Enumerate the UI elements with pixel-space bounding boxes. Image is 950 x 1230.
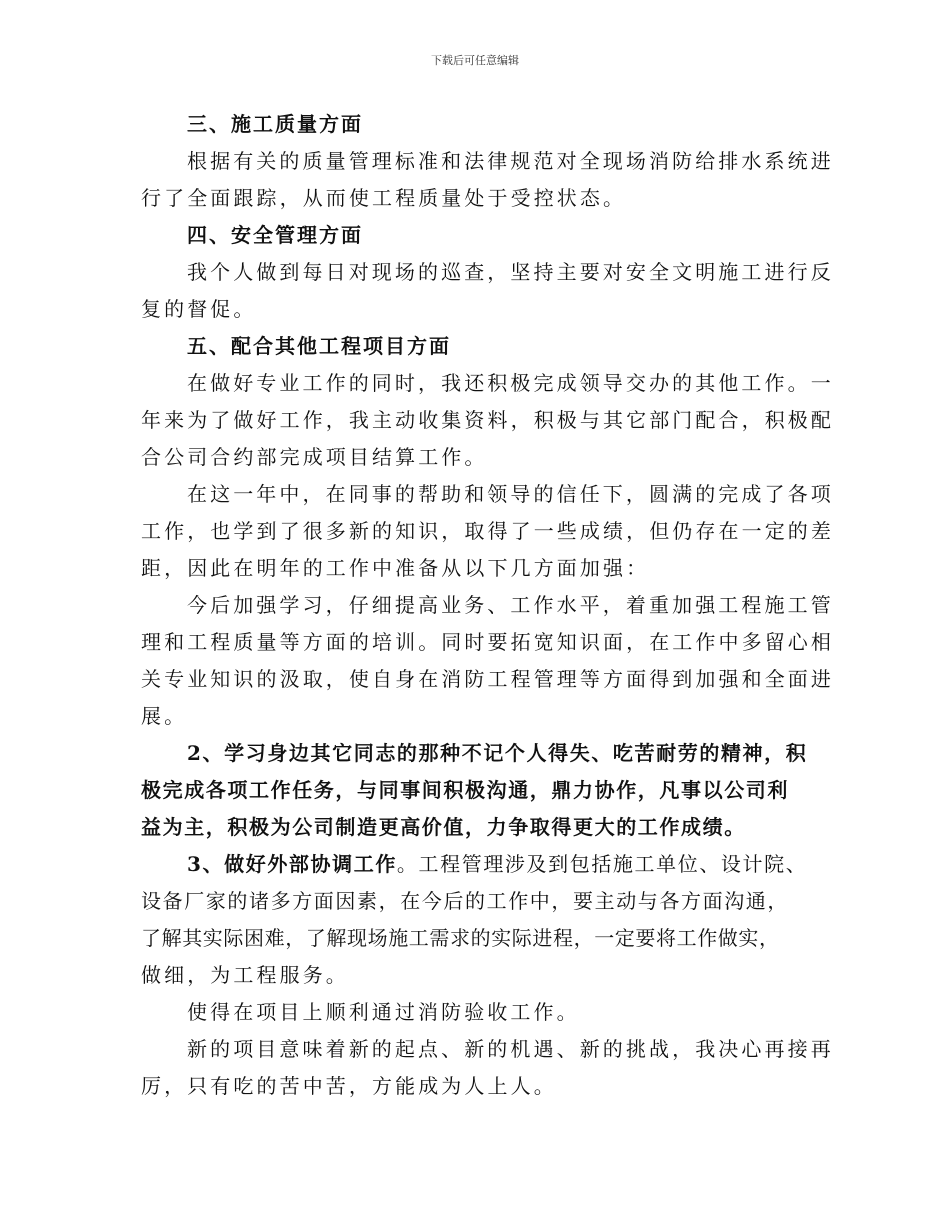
item3-lead-rest: 。工程管理涉及到包括施工单位、设计院、 bbox=[396, 852, 808, 876]
paragraph-line: 年来为了做好工作，我主动收集资料，积极与其它部门配合，积极配 bbox=[141, 408, 834, 432]
section-heading-cooperation: 五、配合其他工程项目方面 bbox=[187, 334, 451, 358]
paragraph-line: 我个人做到每日对现场的巡查，坚持主要对安全文明施工进行反 bbox=[187, 260, 834, 284]
paragraph-line: 理和工程质量等方面的培训。同时要拓宽知识面，在工作中多留心相 bbox=[141, 630, 834, 654]
paragraph-line: 合公司合约部完成项目结算工作。 bbox=[141, 445, 488, 469]
item3-lead: 3、做好外部协调工作 bbox=[187, 852, 397, 876]
paragraph-line: 复的督促。 bbox=[141, 297, 257, 321]
page-header: 下载后可任意编辑 bbox=[431, 54, 519, 67]
paragraph-line: 使得在项目上顺利通过消防验收工作。 bbox=[187, 1000, 580, 1024]
paragraph-line: 关专业知识的汲取，使自身在消防工程管理等方面得到加强和全面进 bbox=[141, 667, 834, 691]
bold-paragraph-line: 2、学习身边其它同志的那种不记个人得失、吃苦耐劳的精神，积 bbox=[187, 741, 808, 765]
paragraph-line: 今后加强学习，仔细提高业务、工作水平，着重加强工程施工管 bbox=[187, 593, 834, 617]
document-body bbox=[141, 106, 834, 1105]
paragraph-line: 根据有关的质量管理标准和法律规范对全现场消防给排水系统进 bbox=[187, 149, 834, 173]
paragraph-line: 行了全面跟踪，从而使工程质量处于受控状态。 bbox=[141, 186, 627, 210]
section-heading-safety: 四、安全管理方面 bbox=[187, 223, 363, 247]
paragraph-line bbox=[141, 846, 821, 883]
paragraph-line: 工作，也学到了很多新的知识，取得了一些成绩，但仍存在一定的差 bbox=[141, 519, 834, 543]
section-heading-quality: 三、施工质量方面 bbox=[187, 112, 363, 136]
bold-paragraph-line: 极完成各项工作任务，与同事间积极沟通，鼎力协作，凡事以公司利 bbox=[141, 778, 789, 802]
paragraph-line: 设备厂家的诸多方面因素，在今后的工作中，要主动与各方面沟通， bbox=[141, 889, 789, 913]
paragraph-line: 在这一年中，在同事的帮助和领导的信任下，圆满的完成了各项 bbox=[187, 482, 834, 506]
paragraph-line: 距，因此在明年的工作中准备从以下几方面加强： bbox=[141, 556, 650, 580]
paragraph-line: 新的项目意味着新的起点、新的机遇、新的挑战，我决心再接再 bbox=[187, 1037, 834, 1061]
paragraph-line: 做细，为工程服务。 bbox=[141, 963, 349, 987]
paragraph-line: 了解其实际困难，了解现场施工需求的实际进程，一定要将工作做实， bbox=[141, 926, 780, 950]
paragraph-line: 展。 bbox=[141, 704, 188, 728]
paragraph-line: 在做好专业工作的同时，我还积极完成领导交办的其他工作。一 bbox=[187, 371, 834, 395]
paragraph-line: 厉，只有吃的苦中苦，方能成为人上人。 bbox=[141, 1074, 557, 1098]
bold-paragraph-line: 益为主，积极为公司制造更高价值，力争取得更大的工作成绩。 bbox=[141, 815, 746, 839]
